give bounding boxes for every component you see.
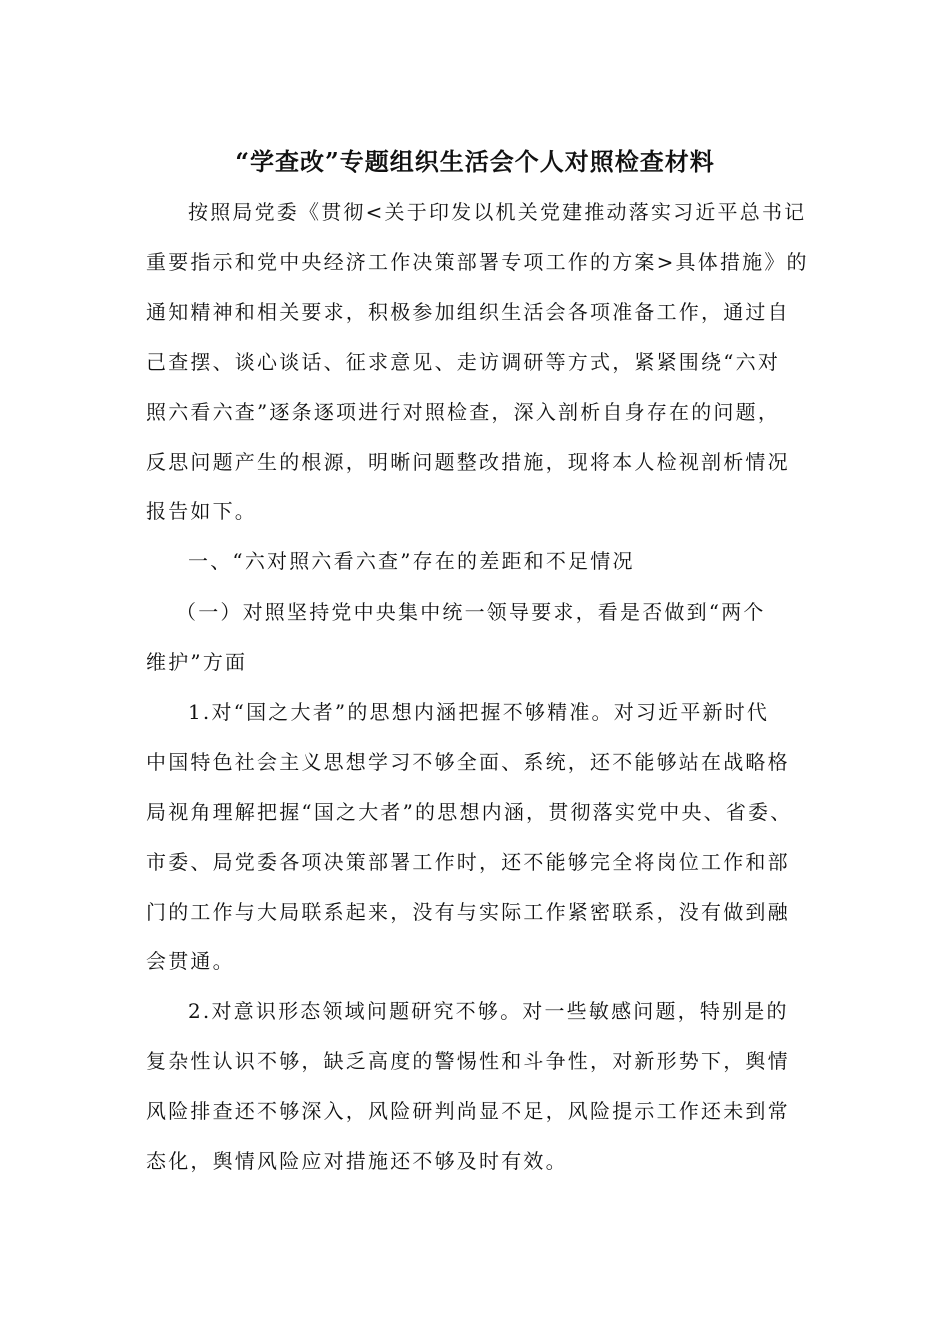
section-heading: 一、“六对照六看六查”存在的差距和不足情况	[188, 549, 635, 573]
subsection-heading: （一）对照坚持党中央集中统一领导要求，看是否做到“两个	[176, 600, 766, 624]
paragraph-line: 报告如下。	[146, 499, 257, 523]
paragraph-line: 己查摆、谈心谈话、征求意见、走访调研等方式，紧紧围绕“六对	[146, 350, 781, 374]
document-title: “学查改”专题组织生活会个人对照检查材料	[235, 147, 715, 176]
paragraph-line: 中国特色社会主义思想学习不够全面、系统，还不能够站在战略格	[146, 750, 790, 774]
paragraph-line: 重要指示和党中央经济工作决策部署专项工作的方案>具体措施》的	[146, 250, 809, 274]
paragraph-line: 2.对意识形态领域问题研究不够。对一些敏感问题，特别是的	[188, 999, 789, 1023]
paragraph-line: 通知精神和相关要求，积极参加组织生活会各项准备工作，通过自	[146, 300, 790, 324]
paragraph-line: 门的工作与大局联系起来，没有与实际工作紧密联系，没有做到融	[146, 900, 790, 924]
paragraph-line: 照六看六查”逐条逐项进行对照检查，深入剖析自身存在的问题，	[146, 400, 781, 424]
paragraph-line: 1.对“国之大者”的思想内涵把握不够精准。对习近平新时代	[188, 700, 770, 724]
paragraph-line: 风险排查还不够深入，风险研判尚显不足，风险提示工作还未到常	[146, 1099, 790, 1123]
paragraph-line: 态化，舆情风险应对措施还不够及时有效。	[146, 1149, 568, 1173]
paragraph-line: 局视角理解把握“国之大者”的思想内涵，贯彻落实党中央、省委、	[146, 800, 793, 824]
subsection-heading: 维护”方面	[146, 650, 248, 674]
paragraph-line: 市委、局党委各项决策部署工作时，还不能够完全将岗位工作和部	[146, 850, 790, 874]
paragraph-line: 会贯通。	[146, 949, 235, 973]
paragraph-line: 复杂性认识不够，缺乏高度的警惕性和斗争性，对新形势下，舆情	[146, 1049, 790, 1073]
paragraph-line: 反思问题产生的根源，明晰问题整改措施，现将本人检视剖析情况	[146, 450, 790, 474]
paragraph-line: 按照局党委《贯彻<关于印发以机关党建推动落实习近平总书记	[188, 200, 807, 224]
